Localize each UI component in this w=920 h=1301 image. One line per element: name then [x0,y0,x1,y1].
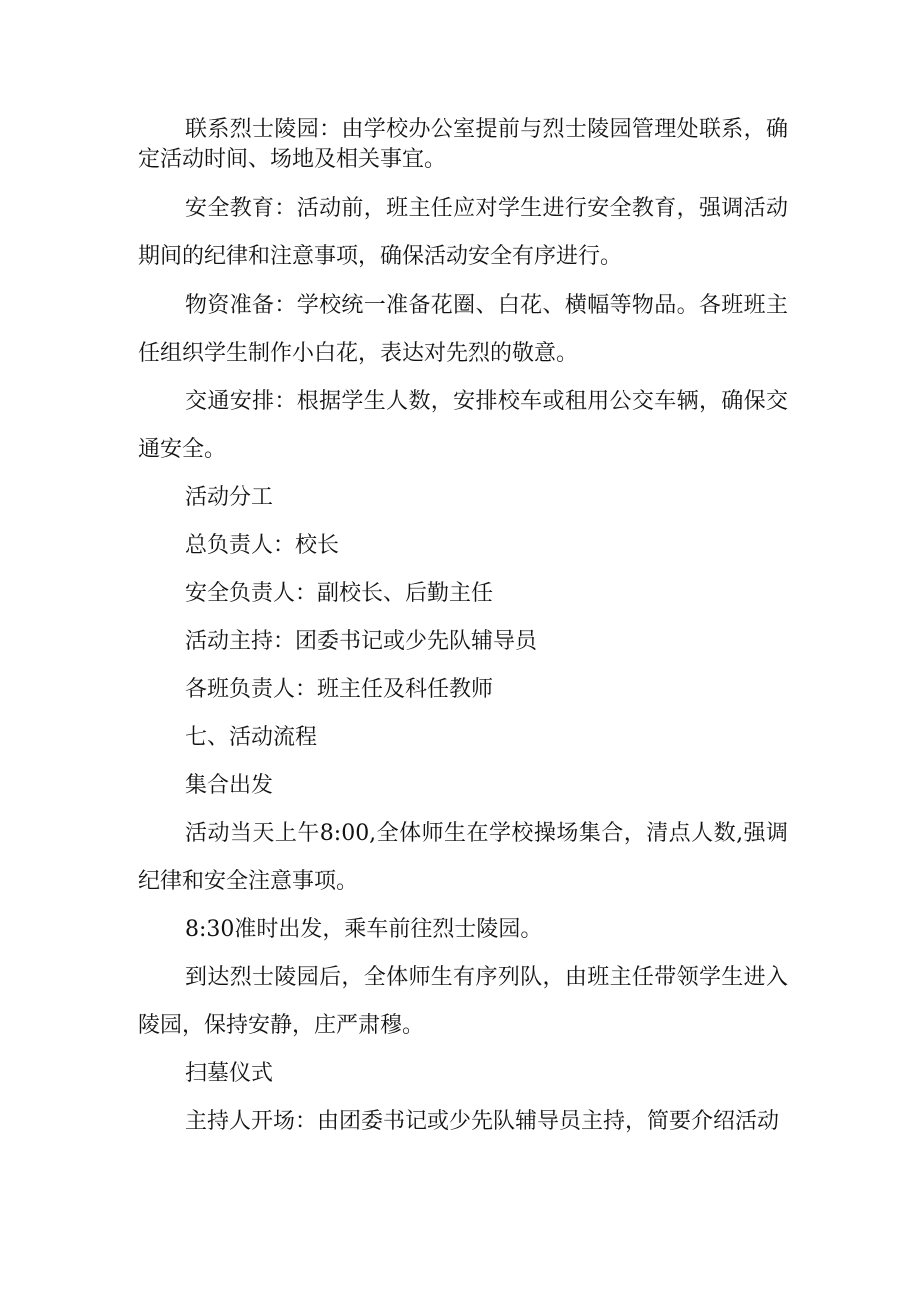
paragraph-safety-lead: 安全负责人：副校长、后勤主任 [185,581,494,606]
heading-division-of-labor: 活动分工 [185,485,274,510]
paragraph-assembly-time: 活动当天上午8:00,全体师生在学校操场集合，清点人数,强调纪律和安全注意事项。 [138,821,788,894]
heading-assembly-departure: 集合出发 [185,773,274,798]
paragraph-general-lead: 总负责人：校长 [185,533,340,558]
paragraph-host: 活动主持：团委书记或少先队辅导员 [185,629,538,654]
paragraph-safety-education: 安全教育：活动前，班主任应对学生进行安全教育，强调活动期间的纪律和注意事项，确保活动安全有序进行。 [138,196,788,269]
paragraph-materials-preparation: 物资准备：学校统一准备花圈、白花、横幅等物品。各班班主任组织学生制作小白花，表达对先烈的敬意。 [138,293,788,366]
heading-tomb-sweeping-ceremony: 扫墓仪式 [185,1061,274,1086]
paragraph-transport: 交通安排：根据学生人数，安排校车或租用公交车辆，确保交通安全。 [138,389,788,462]
paragraph-arrival: 到达烈士陵园后，全体师生有序列队，由班主任带领学生进入陵园，保持安静，庄严肃穆。 [138,965,788,1038]
heading-activity-process: 七、活动流程 [185,725,318,750]
paragraph-host-opening: 主持人开场：由团委书记或少先队辅导员主持，简要介绍活动 [185,1109,780,1134]
paragraph-contact-cemetery: 联系烈士陵园：由学校办公室提前与烈士陵园管理处联系，确定活动时间、场地及相关事宜。 [138,117,788,172]
paragraph-departure-time: 8:30准时出发，乘车前往烈士陵园。 [185,917,543,942]
paragraph-class-leads: 各班负责人：班主任及科任教师 [185,677,494,702]
